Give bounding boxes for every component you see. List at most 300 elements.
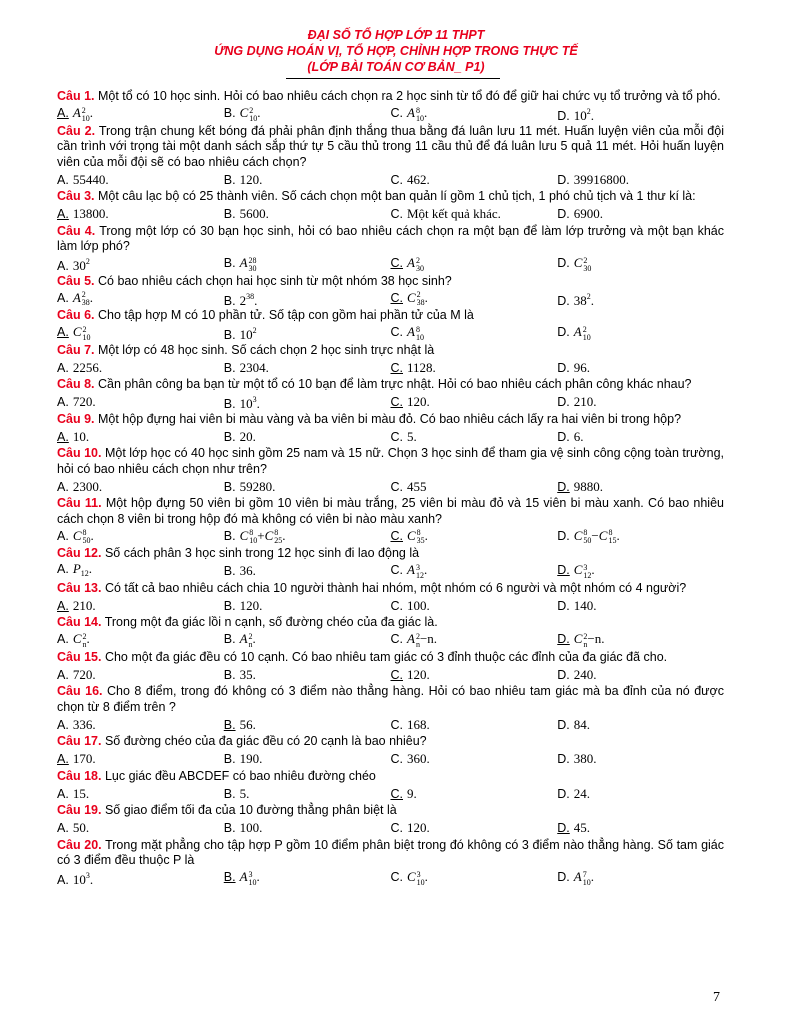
question-20 <box>57 838 724 888</box>
option-letter: A. <box>57 528 69 543</box>
option-a <box>57 751 224 767</box>
question-text: Có bao nhiêu cách chọn hai học sinh từ một nhóm 38 học sinh? <box>94 273 452 288</box>
option-c <box>391 820 558 836</box>
option-value: A 8 10 . <box>407 105 428 123</box>
question-2 <box>57 124 724 190</box>
option-letter: D. <box>557 821 570 835</box>
option-letter: B. <box>223 717 236 732</box>
option-value: 100. <box>407 597 430 613</box>
option-value: 120. <box>407 394 430 409</box>
option-d <box>557 751 724 767</box>
answer-options <box>57 819 724 838</box>
option-letter: C. <box>390 256 403 271</box>
option-value: 9880. <box>573 478 603 494</box>
option-letter: C. <box>390 325 403 340</box>
option-d <box>557 289 724 309</box>
question-10 <box>57 446 724 496</box>
option-letter: A. <box>57 752 69 766</box>
option-value: A 2 38 . <box>72 289 94 307</box>
option-value: 96. <box>573 359 590 375</box>
option-value: 120. <box>407 666 430 682</box>
option-letter: A. <box>57 106 69 121</box>
option-letter: C. <box>390 479 403 494</box>
option-b <box>224 667 391 683</box>
option-letter: B. <box>223 667 236 682</box>
option-letter: D. <box>557 786 570 801</box>
question-18 <box>57 769 724 804</box>
option-b <box>224 786 391 802</box>
option-a <box>57 528 224 545</box>
question-text: Một hộp đựng 50 viên bi gồm 10 viên bi màu trắng, 25 viên bi màu đỏ và 15 viên bi màu xanh. Có bao nhiêu cách chọn 8 viên bi trong hộp đó mà không có viên bi nào màu xanh? <box>57 496 724 526</box>
question-stem <box>57 377 724 393</box>
option-letter: A. <box>57 821 69 835</box>
option-value: 210. <box>573 394 597 409</box>
question-17 <box>57 734 724 769</box>
question-label: Câu 19. <box>57 803 102 817</box>
option-letter: D. <box>557 598 570 613</box>
question-stem <box>57 734 724 750</box>
option-c <box>391 528 558 545</box>
option-value: 240. <box>573 666 597 682</box>
question-text: Số cách phân 3 học sinh trong 12 học sinh đi lao động là <box>101 546 420 560</box>
option-value: 336. <box>72 716 96 732</box>
option-b <box>224 206 391 222</box>
option-a <box>57 667 224 683</box>
option-value: 5. <box>239 785 250 801</box>
option-value: 55440. <box>72 171 109 187</box>
option-a <box>57 631 224 648</box>
option-letter: B. <box>223 360 236 375</box>
option-value: 6900. <box>573 206 603 221</box>
option-d <box>557 717 724 733</box>
option-letter: D. <box>557 479 570 494</box>
option-c <box>391 255 558 272</box>
option-value: 1128. <box>407 359 436 375</box>
option-letter: C. <box>390 821 403 835</box>
question-label: Câu 1. <box>57 89 95 103</box>
option-b <box>224 289 391 309</box>
question-stem <box>57 412 724 428</box>
option-b <box>224 429 391 445</box>
question-stem <box>57 684 724 715</box>
question-text: Một câu lạc bộ có 25 thành viên. Số cách chọn một ban quản lí gồm 1 chủ tịch, 1 phó chủ tịch và 1 thư kí là: <box>94 189 696 203</box>
option-letter: D. <box>557 563 570 578</box>
option-letter: A. <box>57 395 69 409</box>
question-stem <box>57 769 724 785</box>
option-value: $10^2$ <box>239 326 257 342</box>
option-letter: C. <box>390 207 403 221</box>
option-value: A 8 10 <box>407 324 424 342</box>
option-value: 190. <box>239 751 263 766</box>
question-text: Một hộp đựng hai viên bi màu vàng và ba viên bi màu đỏ. Có bao nhiêu cách lấy ra hai viên bi trong hộp? <box>94 411 682 426</box>
answer-options <box>57 205 724 224</box>
option-letter: A. <box>57 207 69 221</box>
option-a <box>57 105 224 122</box>
option-c <box>391 206 558 222</box>
option-value: $10^3$. <box>239 395 260 411</box>
question-label: Câu 13. <box>57 580 102 595</box>
option-value: 2256. <box>72 359 103 375</box>
option-value: C 3 10 . <box>407 869 428 887</box>
option-c <box>391 562 558 579</box>
answer-options <box>57 596 724 615</box>
option-d <box>557 172 724 188</box>
question-7 <box>57 343 724 378</box>
option-letter: A. <box>57 429 69 444</box>
option-letter: B. <box>223 564 236 578</box>
question-stem <box>57 581 724 597</box>
option-value: C 8 35 . <box>407 527 428 545</box>
question-stem <box>57 838 724 869</box>
option-a <box>57 820 224 836</box>
question-11 <box>57 496 724 546</box>
option-d <box>557 869 724 886</box>
option-value: C 2 n −n. <box>573 631 605 649</box>
option-c <box>391 394 558 410</box>
option-c <box>391 172 558 188</box>
option-letter: D. <box>557 717 570 732</box>
option-a <box>57 206 224 222</box>
question-text: Trong một lớp có 30 bạn học sinh, hỏi có bao nhiêu cách chọn ra một bạn để làm lớp trưởng và một bạn khác làm lớp phó? <box>57 223 725 253</box>
question-stem <box>57 89 724 105</box>
question-label: Câu 8. <box>57 377 95 391</box>
question-stem <box>57 189 724 205</box>
option-d <box>557 429 724 445</box>
option-value: 455 <box>407 478 427 494</box>
option-value: 168. <box>407 716 430 732</box>
option-letter: D. <box>557 632 570 647</box>
question-text: Số giao điểm tối đa của 10 đường thẳng phân biệt là <box>101 803 397 817</box>
option-value: A 2 10 . <box>72 105 94 123</box>
question-13 <box>57 581 724 616</box>
option-value: 120. <box>407 820 430 835</box>
header-line-3: (LỚP BÀI TOÁN CƠ BẢN_ P1) <box>307 60 485 74</box>
question-9 <box>57 412 724 447</box>
option-b <box>224 172 391 188</box>
option-value: 35. <box>239 666 256 682</box>
option-value: 720. <box>72 394 96 409</box>
option-letter: B. <box>223 632 236 647</box>
question-14 <box>57 615 724 650</box>
option-letter: C. <box>390 870 403 885</box>
option-value: C 8 50 . <box>72 527 94 545</box>
option-d <box>557 324 724 341</box>
question-6 <box>57 308 724 343</box>
question-label: Câu 6. <box>57 308 95 322</box>
header-line-2: ỨNG DỤNG HOÁN VỊ, TỔ HỢP, CHỈNH HỢP TRONG THỰC TẾ <box>214 44 578 58</box>
answer-options <box>57 869 724 888</box>
option-letter: A. <box>57 873 69 887</box>
option-a <box>57 868 224 888</box>
option-value: 120. <box>239 171 263 187</box>
option-a <box>57 786 224 802</box>
question-1 <box>57 89 724 124</box>
option-a <box>57 324 224 341</box>
question-stem <box>57 803 724 819</box>
option-letter: D. <box>557 752 570 766</box>
option-letter: A. <box>57 360 69 375</box>
question-label: Câu 17. <box>57 734 102 748</box>
option-value: A 3 10 . <box>239 869 260 887</box>
question-15 <box>57 650 724 685</box>
question-label: Câu 9. <box>57 411 95 426</box>
option-letter: A. <box>57 667 69 682</box>
option-letter: B. <box>223 397 236 411</box>
option-letter: B. <box>223 821 236 835</box>
option-a <box>57 429 224 445</box>
question-text: Một tổ có 10 học sinh. Hỏi có bao nhiêu cách chọn ra 2 học sinh từ tổ đó để giữ hai chức vụ tổ trưởng và tổ phó. <box>94 89 721 103</box>
option-c <box>391 631 558 648</box>
question-text: Trong trận chung kết bóng đá phải phân định thắng thua bằng đá luân lưu 11 mét. Huấn luyện viên của mỗi đội cần trình với trọng tài một danh sách sắp thứ tự 5 cầu thủ trong 11 cầu thủ để đá luân lưu 5 quả 11 mét. Hỏi huấn luyện viên của mỗi đội sẽ có bao nhiêu cách chọn? <box>57 123 724 169</box>
option-value: A 28 30 <box>239 255 257 273</box>
option-c <box>391 869 558 886</box>
option-value: 462. <box>407 171 430 187</box>
option-value: C 3 12 . <box>573 562 595 580</box>
option-c <box>391 290 558 307</box>
option-letter: A. <box>57 561 69 576</box>
answer-options <box>57 715 724 734</box>
question-text: Cho 8 điểm, trong đó không có 3 điểm nào thẳng hàng. Hỏi có bao nhiêu tam giác mà ba đỉnh của nó được chọn từ 8 điểm trên ? <box>57 684 724 714</box>
question-4 <box>57 224 724 274</box>
option-value: $2^{38}$. <box>239 291 258 308</box>
option-letter: A. <box>57 598 69 613</box>
question-text: Trong một đa giác lồi n cạnh, số đường chéo của đa giác là. <box>101 615 438 629</box>
option-letter: C. <box>390 528 403 543</box>
option-c <box>391 667 558 683</box>
answer-options <box>57 477 724 496</box>
option-b <box>224 479 391 495</box>
option-d <box>557 598 724 614</box>
option-letter: D. <box>557 325 570 340</box>
question-label: Câu 15. <box>57 649 102 664</box>
option-value: 720. <box>72 666 96 682</box>
option-value: C 8 50 −C 8 15 . <box>573 527 620 545</box>
answer-options <box>57 631 724 650</box>
option-d <box>557 786 724 802</box>
answer-options <box>57 527 724 546</box>
question-label: Câu 20. <box>57 837 102 852</box>
option-letter: D. <box>557 528 570 543</box>
option-value: 140. <box>573 597 597 613</box>
option-value: 9. <box>407 785 417 801</box>
option-value: $10^3$. <box>72 871 94 887</box>
question-8 <box>57 377 724 412</box>
question-12 <box>57 546 724 581</box>
option-a <box>57 254 224 274</box>
option-value: 45. <box>573 820 590 835</box>
question-text: Cần phân công ba bạn từ một tổ có 10 bạn để làm trực nhật. Hỏi có bao nhiêu cách phân công khác nhau? <box>94 377 692 391</box>
option-value: C 8 10 +C 8 25 . <box>239 527 286 545</box>
option-letter: D. <box>557 429 570 444</box>
option-letter: B. <box>223 528 236 543</box>
option-value: $10^2$. <box>573 107 594 123</box>
question-16 <box>57 684 724 734</box>
option-b <box>224 598 391 614</box>
answer-options <box>57 324 724 343</box>
option-value: 6. <box>573 428 584 444</box>
option-value: 36. <box>239 563 256 578</box>
question-label: Câu 7. <box>57 342 95 357</box>
question-label: Câu 3. <box>57 189 95 203</box>
option-letter: C. <box>390 563 403 578</box>
option-value: 360. <box>407 751 430 766</box>
option-value: A 2 30 <box>407 255 424 273</box>
header-line-1: ĐẠI SỐ TỔ HỢP LỚP 11 THPT <box>307 28 485 42</box>
option-letter: B. <box>223 256 236 271</box>
option-value: 120. <box>239 597 263 613</box>
option-c <box>391 105 558 122</box>
option-letter: B. <box>223 207 236 221</box>
question-19 <box>57 803 724 838</box>
option-value: $P_{12}$. <box>72 560 93 578</box>
option-d <box>557 255 724 272</box>
question-stem <box>57 274 724 290</box>
option-letter: A. <box>57 259 69 273</box>
option-letter: D. <box>557 172 570 187</box>
option-value: 56. <box>239 716 256 732</box>
option-c <box>391 598 558 614</box>
option-a <box>57 172 224 188</box>
question-text: Một lớp có 48 học sinh. Số cách chọn 2 học sinh trực nhật là <box>94 342 435 357</box>
option-letter: C. <box>390 786 403 801</box>
option-letter: C. <box>390 598 403 613</box>
question-text: Cho tập hợp M có 10 phần tử. Số tập con gồm hai phần tử của M là <box>94 308 474 322</box>
option-c <box>391 751 558 767</box>
option-value: 210. <box>72 597 96 613</box>
question-text: Một lớp học có 40 học sinh gồm 25 nam và 15 nữ. Chọn 3 học sinh để tham gia vệ sinh công cộng toàn trường, hỏi có bao nhiêu cách chọn như trên? <box>57 446 725 476</box>
option-letter: A. <box>57 717 69 732</box>
option-letter: B. <box>223 172 236 187</box>
question-stem <box>57 343 724 359</box>
option-value: 5600. <box>239 206 269 221</box>
option-letter: A. <box>57 290 69 305</box>
option-b <box>224 323 391 343</box>
option-b <box>224 360 391 376</box>
question-3 <box>57 189 724 224</box>
option-d <box>557 667 724 683</box>
question-label: Câu 12. <box>57 546 102 560</box>
option-letter: B. <box>223 479 236 494</box>
option-c <box>391 360 558 376</box>
option-letter: C. <box>390 632 403 647</box>
option-c <box>391 717 558 733</box>
option-value: 380. <box>573 751 597 766</box>
option-value: 2304. <box>239 359 269 375</box>
option-letter: C. <box>390 106 403 121</box>
option-letter: D. <box>557 207 570 221</box>
option-value: 170. <box>72 751 96 766</box>
option-a <box>57 290 224 307</box>
question-text: Lục giác đều ABCDEF có bao nhiêu đường chéo <box>101 768 376 783</box>
option-letter: B. <box>223 870 236 885</box>
option-letter: C. <box>390 360 403 375</box>
option-c <box>391 479 558 495</box>
question-label: Câu 11. <box>57 496 102 510</box>
option-letter: B. <box>223 293 236 308</box>
option-letter: B. <box>223 752 236 766</box>
option-b <box>224 255 391 272</box>
question-label: Câu 10. <box>57 446 102 460</box>
option-value: 15. <box>72 785 90 801</box>
option-b <box>224 563 391 579</box>
option-letter: D. <box>557 109 570 123</box>
option-letter: C. <box>390 395 403 409</box>
option-value: C 2 n . <box>72 631 90 649</box>
option-value: 20. <box>239 428 256 444</box>
option-value: C 2 10 <box>72 324 91 342</box>
question-text: Có tất cả bao nhiêu cách chia 10 người thành hai nhóm, một nhóm có 6 người và một nhóm có 4 người? <box>101 580 687 595</box>
answer-options <box>57 665 724 684</box>
option-a <box>57 598 224 614</box>
question-5 <box>57 274 724 309</box>
option-letter: D. <box>557 360 570 375</box>
option-b <box>224 528 391 545</box>
header-underline <box>286 78 500 79</box>
option-value: 50. <box>72 820 90 835</box>
question-label: Câu 18. <box>57 768 102 783</box>
option-value: 10. <box>72 428 90 444</box>
option-d <box>557 104 724 124</box>
option-letter: B. <box>223 106 236 121</box>
question-label: Câu 16. <box>57 684 103 698</box>
answer-options <box>57 255 724 274</box>
option-c <box>391 324 558 341</box>
option-value: 100. <box>239 820 263 835</box>
question-label: Câu 2. <box>57 123 96 138</box>
option-c <box>391 786 558 802</box>
option-b <box>224 751 391 767</box>
answer-options <box>57 393 724 412</box>
option-letter: B. <box>223 598 236 613</box>
question-label: Câu 14. <box>57 615 102 629</box>
question-stem <box>57 650 724 666</box>
option-letter: C. <box>390 290 403 305</box>
option-d <box>557 479 724 495</box>
option-value: A 7 10 . <box>573 869 594 887</box>
answer-options <box>57 562 724 581</box>
question-stem <box>57 496 724 527</box>
option-value: $38^2$. <box>573 291 594 308</box>
option-value: C 2 38 . <box>407 289 428 307</box>
option-letter: C. <box>390 667 403 682</box>
option-value: 13800. <box>72 206 109 221</box>
option-d <box>557 631 724 648</box>
question-text: Số đường chéo của đa giác đều có 20 cạnh là bao nhiêu? <box>101 734 427 748</box>
option-value: Một kết quả khác. <box>407 206 501 221</box>
question-stem <box>57 546 724 562</box>
option-d <box>557 528 724 545</box>
question-stem <box>57 446 724 477</box>
answer-options <box>57 358 724 377</box>
option-letter: D. <box>557 870 570 885</box>
option-letter: D. <box>557 256 570 271</box>
option-a <box>57 360 224 376</box>
option-d <box>557 206 724 222</box>
option-value: A 2 n −n. <box>407 631 438 649</box>
answer-options <box>57 427 724 446</box>
option-a <box>57 394 224 410</box>
option-letter: C. <box>390 429 403 444</box>
option-letter: C. <box>390 717 403 732</box>
option-value: 39916800. <box>573 171 629 187</box>
option-c <box>391 429 558 445</box>
option-d <box>557 820 724 836</box>
question-text: Cho một đa giác đều có 10 cạnh. Có bao nhiêu tam giác có 3 đỉnh thuộc các đỉnh của đa giác đã cho. <box>101 649 668 664</box>
option-b <box>224 631 391 648</box>
answer-options <box>57 784 724 803</box>
option-letter: D. <box>557 395 570 409</box>
option-b <box>224 869 391 886</box>
